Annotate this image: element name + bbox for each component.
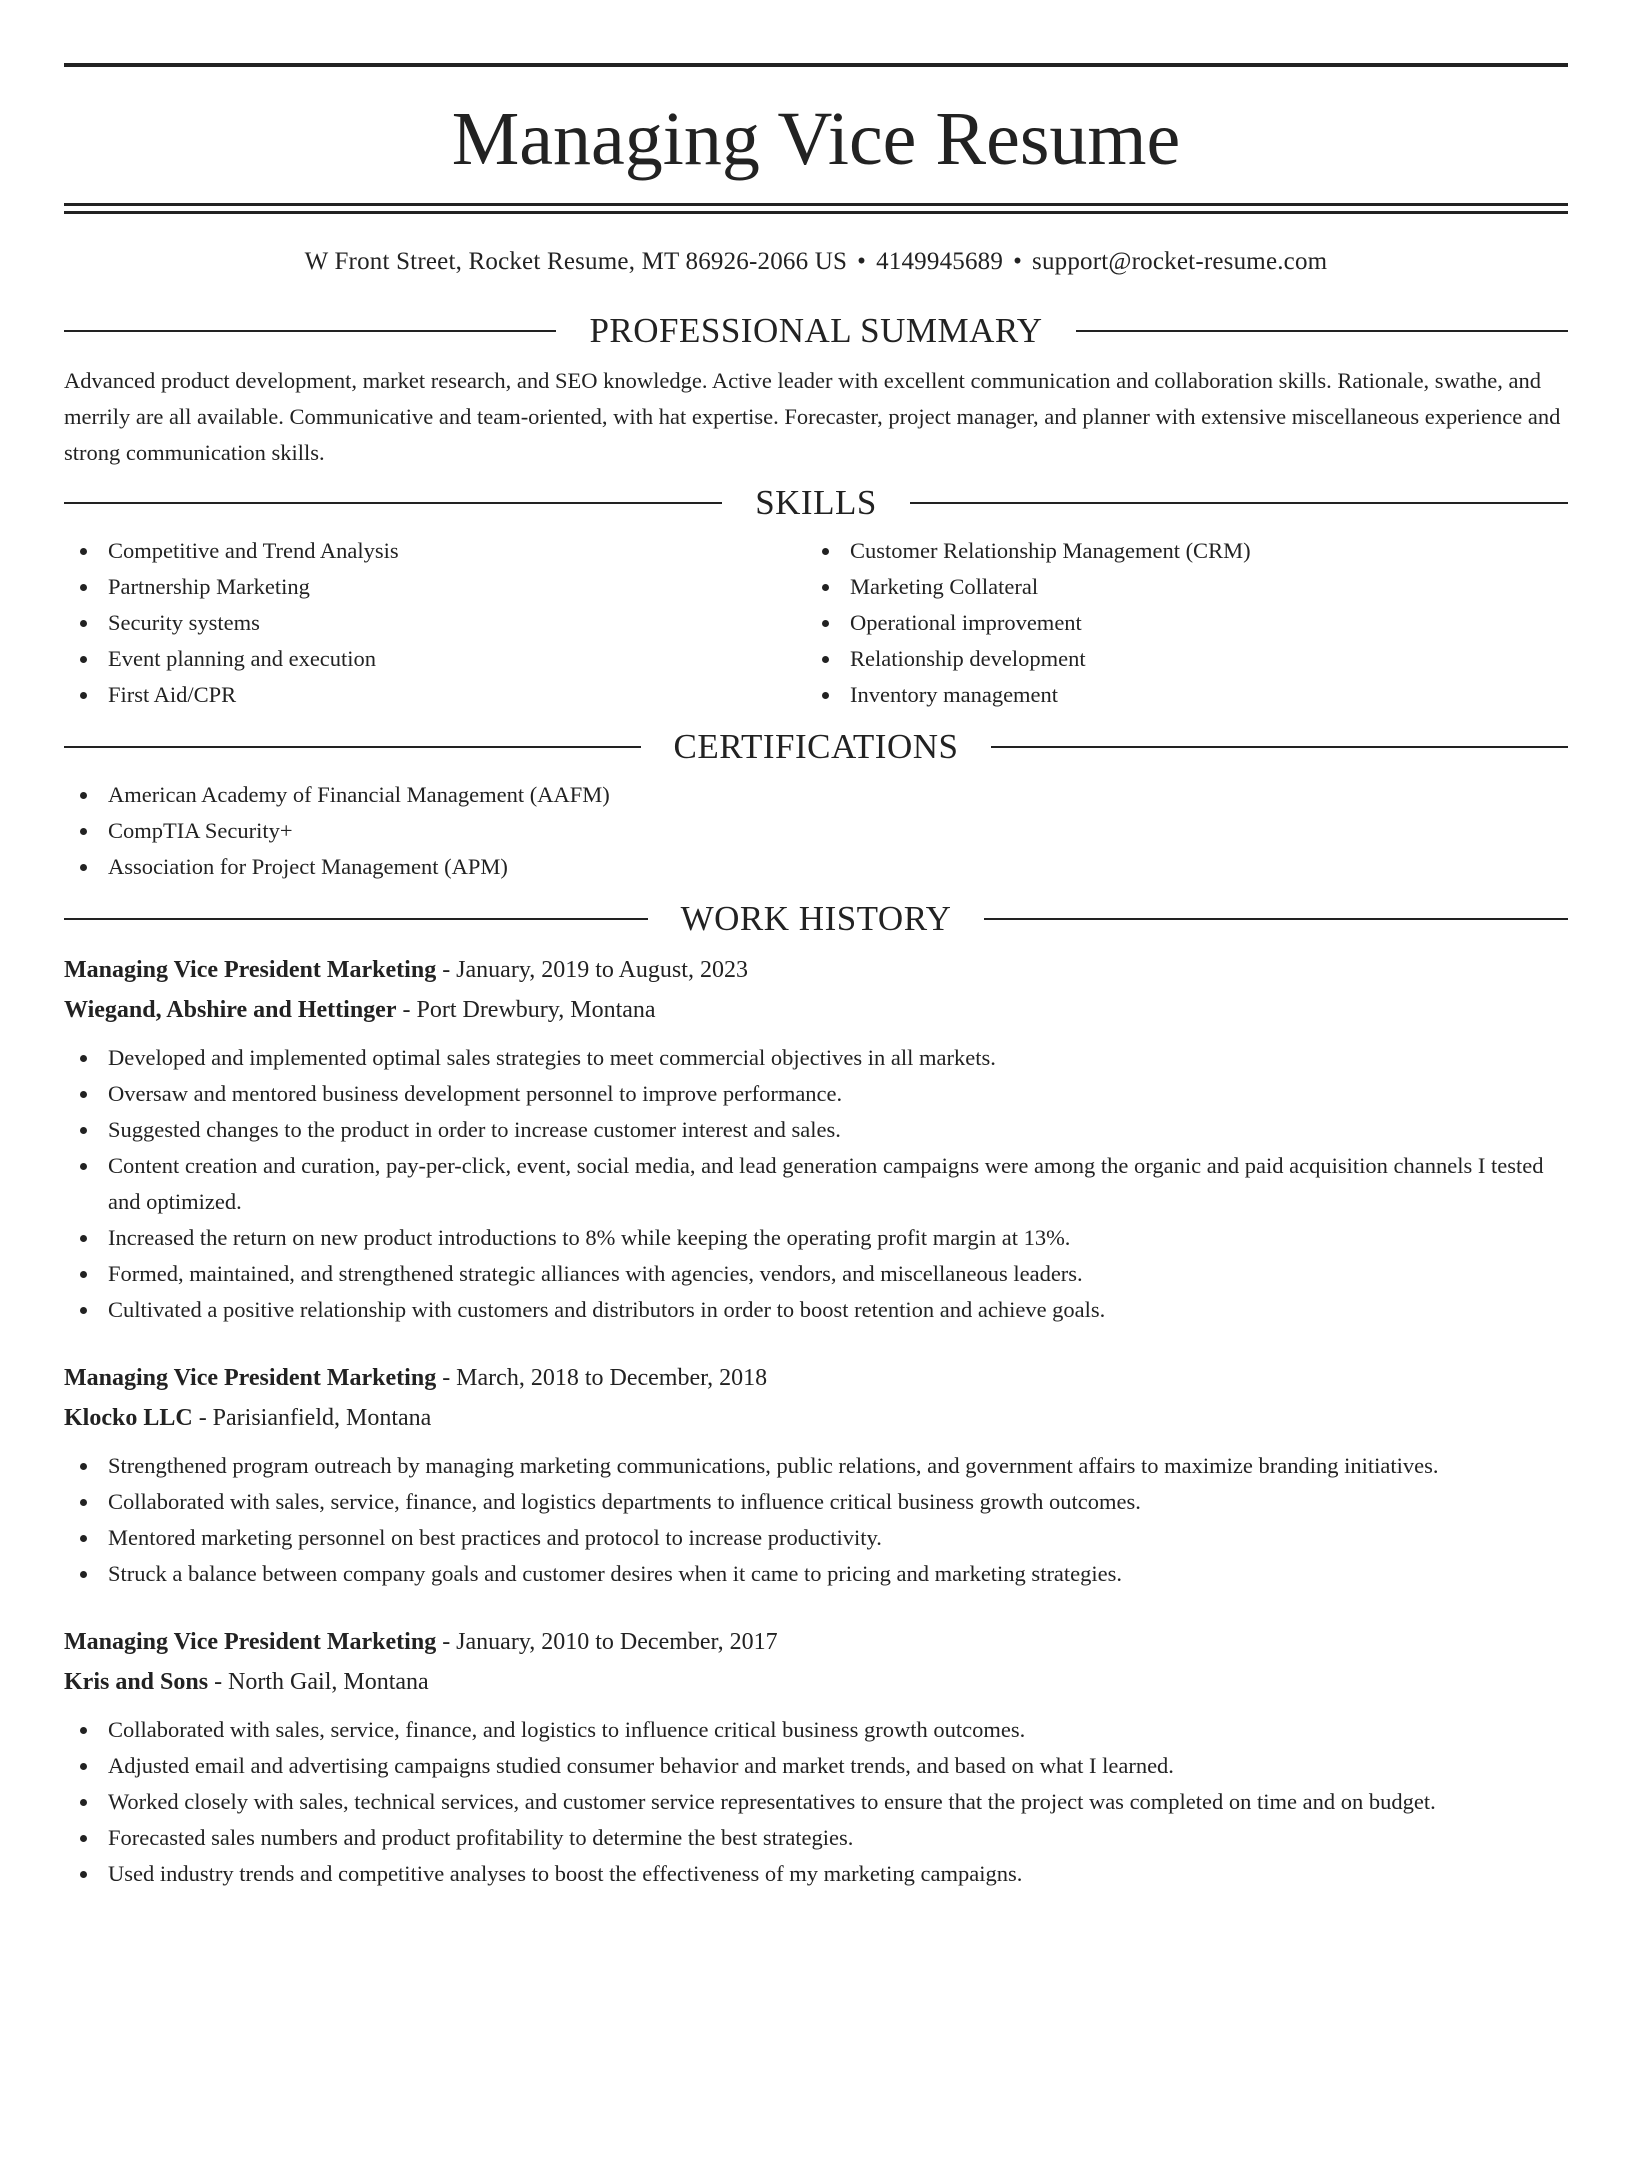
heading-rule-left <box>64 502 722 504</box>
heading-rule-right <box>910 502 1568 504</box>
heading-rule-left <box>64 746 641 748</box>
double-rule <box>64 203 1568 214</box>
company-name: Kris and Sons <box>64 1669 209 1695</box>
skill-item: Event planning and execution <box>64 641 806 677</box>
job-entry <box>64 1358 1568 1592</box>
job-entry <box>64 950 1568 1328</box>
job-bullet: Adjusted email and advertising campaigns studied consumer behavior and market trends, and based on what I learned. <box>64 1748 1568 1784</box>
job-bullets <box>64 1448 1568 1592</box>
skill-item: Customer Relationship Management (CRM) <box>806 533 1548 569</box>
job-bullet: Developed and implemented optimal sales strategies to meet commercial objectives in all markets. <box>64 1040 1568 1076</box>
company-location: - North Gail, Montana <box>208 1669 429 1695</box>
job-entry <box>64 1622 1568 1892</box>
certification-item: CompTIA Security+ <box>64 813 1568 849</box>
job-title-line <box>64 1358 1568 1398</box>
job-bullet: Used industry trends and competitive analyses to boost the effectiveness of my marketing campaigns. <box>64 1856 1568 1892</box>
company-location: - Parisianfield, Montana <box>192 1405 432 1431</box>
job-bullet: Struck a balance between company goals and customer desires when it came to pricing and marketing strategies. <box>64 1556 1568 1592</box>
job-bullet: Cultivated a positive relationship with customers and distributors in order to boost retention and achieve goals. <box>64 1292 1568 1328</box>
separator-dot: • <box>1013 248 1023 275</box>
heading-rule-right <box>984 918 1568 920</box>
job-dates: - March, 2018 to December, 2018 <box>436 1365 768 1391</box>
certification-item: American Academy of Financial Management (AAFM) <box>64 777 1568 813</box>
section-heading-certifications <box>64 727 1568 767</box>
heading-rule-left <box>64 918 648 920</box>
job-bullet: Strengthened program outreach by managing marketing communications, public relations, and government affairs to maximize branding initiatives. <box>64 1448 1568 1484</box>
job-bullet: Content creation and curation, pay-per-click, event, social media, and lead generation campaigns were among the organic and paid acquisition channels I tested and optimized. <box>64 1148 1568 1220</box>
heading-rule-right <box>1076 330 1568 332</box>
section-title: WORK HISTORY <box>680 899 952 938</box>
job-bullet: Collaborated with sales, service, finance, and logistics to influence critical business growth outcomes. <box>64 1712 1568 1748</box>
summary-text: Advanced product development, market research, and SEO knowledge. Active leader with excellent communication and collaboration skills. Rationale, swathe, and merrily are all available. Communicative and team-oriented, with hat expertise. Forecaster, project manager, and planner with extensive miscellaneous experience and strong communication skills. <box>64 368 1561 465</box>
address: W Front Street, Rocket Resume, MT 86926-2066 US <box>304 248 848 275</box>
section-heading-work <box>64 899 1568 939</box>
job-bullet: Increased the return on new product introductions to 8% while keeping the operating profit margin at 13%. <box>64 1220 1568 1256</box>
skill-item: Inventory management <box>806 677 1548 713</box>
skill-item: Competitive and Trend Analysis <box>64 533 806 569</box>
job-company-line <box>64 990 1568 1030</box>
certifications-list <box>64 777 1568 885</box>
job-bullets <box>64 1712 1568 1892</box>
job-title-line <box>64 1622 1568 1662</box>
job-bullet: Oversaw and mentored business development personnel to improve performance. <box>64 1076 1568 1112</box>
section-heading-skills <box>64 483 1568 523</box>
resume-title: Managing Vice Resume <box>451 97 1181 181</box>
job-company-line <box>64 1398 1568 1438</box>
separator-dot: • <box>857 248 867 275</box>
heading-rule-left <box>64 330 556 332</box>
section-heading-summary <box>64 311 1568 351</box>
contact-line <box>64 247 1568 277</box>
job-dates: - January, 2019 to August, 2023 <box>436 957 748 983</box>
company-name: Klocko LLC <box>64 1405 193 1431</box>
job-title: Managing Vice President Marketing <box>64 1629 437 1655</box>
certification-item: Association for Project Management (APM) <box>64 849 1568 885</box>
job-title: Managing Vice President Marketing <box>64 957 437 983</box>
job-title-line <box>64 950 1568 990</box>
section-title: SKILLS <box>755 483 877 522</box>
section-title: PROFESSIONAL SUMMARY <box>589 311 1043 350</box>
skill-item: Security systems <box>64 605 806 641</box>
skill-item: Operational improvement <box>806 605 1548 641</box>
skills-list-right <box>806 533 1548 713</box>
job-bullets <box>64 1040 1568 1328</box>
company-location: - Port Drewbury, Montana <box>396 997 656 1023</box>
skills-grid <box>64 533 1568 713</box>
job-bullet: Worked closely with sales, technical services, and customer service representatives to ensure that the project was completed on time and on budget. <box>64 1784 1568 1820</box>
phone: 4149945689 <box>876 248 1004 275</box>
company-name: Wiegand, Abshire and Hettinger <box>64 997 397 1023</box>
heading-rule-right <box>991 746 1568 748</box>
resume-page <box>0 63 1632 2175</box>
skill-item: First Aid/CPR <box>64 677 806 713</box>
job-bullet: Collaborated with sales, service, finance, and logistics departments to influence critical business growth outcomes. <box>64 1484 1568 1520</box>
job-dates: - January, 2010 to December, 2017 <box>436 1629 778 1655</box>
job-bullet: Mentored marketing personnel on best practices and protocol to increase productivity. <box>64 1520 1568 1556</box>
section-title: CERTIFICATIONS <box>673 727 959 766</box>
job-bullet: Suggested changes to the product in order to increase customer interest and sales. <box>64 1112 1568 1148</box>
job-bullet: Formed, maintained, and strengthened strategic alliances with agencies, vendors, and miscellaneous leaders. <box>64 1256 1568 1292</box>
job-company-line <box>64 1662 1568 1702</box>
skills-list-left <box>64 533 806 713</box>
job-title: Managing Vice President Marketing <box>64 1365 437 1391</box>
job-bullet: Forecasted sales numbers and product profitability to determine the best strategies. <box>64 1820 1568 1856</box>
skill-item: Relationship development <box>806 641 1548 677</box>
skill-item: Marketing Collateral <box>806 569 1548 605</box>
skill-item: Partnership Marketing <box>64 569 806 605</box>
email: support@rocket-resume.com <box>1032 248 1328 275</box>
